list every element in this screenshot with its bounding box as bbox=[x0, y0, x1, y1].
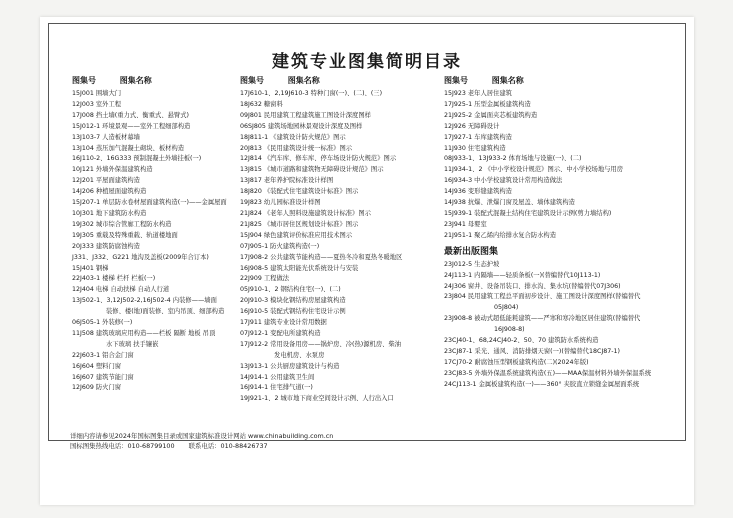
column-2 bbox=[240, 75, 450, 405]
list-item: 21J951-1 聚乙烯内给排水复合防水构造 bbox=[444, 231, 557, 239]
list-item: 19J823 幼儿园标准设计样图 bbox=[240, 199, 321, 207]
list-item: 20J910-3 模块化钢结构房屋建筑构造 bbox=[240, 297, 346, 305]
list-item: 14J938 抗爆、泄爆门窗及屋盖、墙体建筑构造 bbox=[444, 199, 575, 207]
list-item: 23J908-8 被动式超低能耗建筑——严寒和寒冷地区居住建筑(替编替代 bbox=[444, 315, 641, 323]
list-item: 装修、楼(地)面装修、室内吊顶、细部构造 bbox=[106, 308, 225, 316]
list-new bbox=[444, 260, 680, 391]
column-header bbox=[240, 75, 450, 86]
list-item: 15J401 钢梯 bbox=[72, 264, 109, 272]
list-item: 18J632 糖窗料 bbox=[240, 100, 283, 108]
list-item: 09J801 民用建筑工程建筑施工图设计深度图样 bbox=[240, 111, 371, 119]
list-item: 20J813 《民用建筑设计统一标准》图示 bbox=[240, 144, 353, 152]
list-item: J331、J332、G221 地沟及盖板(2009年合订本) bbox=[72, 253, 209, 261]
list-item: 22J403-1 楼梯 栏杆 栏板(一) bbox=[72, 275, 156, 283]
list-item: 23J012-5 生态护坡 bbox=[444, 260, 500, 268]
footer bbox=[70, 431, 333, 451]
list-3 bbox=[444, 89, 680, 242]
fax-text: 联系电话：010-88426737 bbox=[188, 442, 268, 450]
list-item: 15J207-1 单层防水卷材屋面建筑构造(一)——金属屋面 bbox=[72, 199, 227, 207]
list-item: 17J911 建筑专业设计常用数据 bbox=[240, 319, 327, 327]
new-section-heading: 最新出版图集 bbox=[444, 246, 499, 257]
catalog-sheet bbox=[40, 17, 694, 505]
header-code: 图集号 bbox=[72, 76, 96, 85]
list-item: 19J921-1、2 城市地下商业空间设计示例、人行出入口 bbox=[240, 395, 394, 403]
header-code: 图集号 bbox=[240, 76, 264, 85]
list-item: 16J908-8) bbox=[494, 326, 525, 334]
list-item: 16J604 塑料门窗 bbox=[72, 362, 122, 370]
list-item: 发电机房、水泵房 bbox=[274, 351, 325, 359]
list-item: 11J930 住宅建筑构造 bbox=[444, 144, 506, 152]
list-item: 17CJ70-2 耐腐蚀压型钢板建筑构造(二)(2024年版) bbox=[444, 358, 589, 366]
list-item: 水下玻璃 扶手镶嵌 bbox=[106, 340, 159, 348]
list-item: 12J926 无障碍设计 bbox=[444, 122, 500, 130]
list-item: 13J817 老年养护院标准设计样图 bbox=[240, 177, 334, 185]
list-item: 08J933-1、13J933-2 体育场地与设施(一)、(二) bbox=[444, 155, 582, 163]
list-item: 15J001 围墙大门 bbox=[72, 90, 122, 97]
list-item: 15J904 绿色建筑评价标准应用技术图示 bbox=[240, 231, 353, 239]
list-item: 22J603-1 铝合金门窗 bbox=[72, 351, 134, 359]
list-item: 24CJ113-1 金属板建筑构造(一)——360° 夹胶直立锁缝金属屋面系统 bbox=[444, 380, 640, 388]
list-item: 21J825 《城市居住区规划设计标准》图示 bbox=[240, 220, 359, 228]
list-item: 16J607 建筑节能门窗 bbox=[72, 373, 134, 381]
list-item: 17J908-2 公共建筑节能构造——夏热冬冷和夏热冬暖地区 bbox=[240, 253, 403, 261]
list-item: 12J201 平屋面建筑构造 bbox=[72, 177, 140, 185]
header-code: 图集号 bbox=[444, 76, 468, 85]
list-item: 13J913-1 公共厨房建筑设计与构造 bbox=[240, 362, 340, 370]
list-item: 18J820 《装配式住宅建筑设计标准》图示 bbox=[240, 188, 359, 196]
list-item: 16J910-5 装配式钢结构住宅设计示例 bbox=[240, 308, 346, 316]
column-header bbox=[72, 75, 262, 86]
list-item: 23CJ87-1 采光、通风、消防排烟天窗(一)(替编替代18CJ87-1) bbox=[444, 347, 620, 355]
list-item: 23CJ83-5 外墙外保温系统建筑构造(五)——MAA保温材料外墙外保温系统 bbox=[444, 369, 652, 377]
list-item: 12J609 防火门窗 bbox=[72, 384, 122, 392]
list-item: 13J502-1、3,12J502-2,16J502-4 内装修——墙面 bbox=[72, 297, 217, 305]
list-item: 10J121 外墙外保温建筑构造 bbox=[72, 166, 153, 174]
list-item: 18J811-1 《建筑设计防火规范》图示 bbox=[240, 133, 346, 141]
footer-line: 详细内容请参见2024年国标图集目录或国家建筑标准设计网站 www.chinabuilding.com.cn bbox=[70, 432, 334, 440]
list-item: 17J925-1 压型金属板建筑构造 bbox=[444, 100, 531, 108]
list-item: 14J914-1 公用建筑卫生间 bbox=[240, 373, 315, 381]
list-item: 13J103-7 人造板材幕墙 bbox=[72, 133, 140, 141]
header-name: 图集名称 bbox=[491, 76, 524, 85]
list-item: 07J905-1 防火建筑构造(一) bbox=[240, 242, 320, 250]
list-item: 12J814 《汽车库、修车库、停车场设计防火规范》图示 bbox=[240, 155, 397, 163]
page-title: 建筑专业图集简明目录 bbox=[272, 52, 462, 72]
list-item: 11J934-1、2 《中小学校设计规范》图示、中小学校场地与用房 bbox=[444, 166, 624, 174]
list-item: 14J206 种植屋面建筑构造 bbox=[72, 188, 147, 196]
list-1 bbox=[72, 89, 262, 394]
column-1 bbox=[72, 75, 262, 394]
list-item: 22J909 工程做法 bbox=[240, 275, 290, 283]
list-item: 19J302 城市综合管廊工程防水构造 bbox=[72, 220, 172, 228]
list-item: 15J923 老年人居住建筑 bbox=[444, 90, 512, 97]
list-item: 13J104 蒸压加气混凝土砌块、板材构造 bbox=[72, 144, 185, 152]
list-item: 07J912-1 变配电所建筑构造 bbox=[240, 329, 321, 337]
list-item: 23J804 民用建筑工程总平面初步设计、施工图设计深度图样(替编替代 bbox=[444, 293, 641, 301]
list-item: 05J804) bbox=[494, 304, 519, 312]
footer-contacts bbox=[70, 441, 333, 451]
list-item: 05J910-1、2 钢结构住宅(一)、(二) bbox=[240, 286, 341, 294]
list-item: 17J610-1、2,19J610-3 特种门窗(一)、(二)、(三) bbox=[240, 90, 383, 97]
column-header bbox=[444, 75, 680, 86]
list-item: 19J305 重载及特殊重载、轨道楼地面 bbox=[72, 231, 178, 239]
list-item: 11J508 建筑玻璃应用构造——栏板 隔断 地板 吊顶 bbox=[72, 329, 216, 337]
list-item: 16J914-1 住宅排气道(一) bbox=[240, 384, 313, 392]
column-3 bbox=[444, 75, 680, 391]
list-item: 13J815 《城市道路和建筑物无障碍设计规范》图示 bbox=[240, 166, 384, 174]
list-item: 16J934-3 中小学校建筑设计常用构造做法 bbox=[444, 177, 563, 185]
list-item: 21J824 《老年人照料设施建筑设计标准》图示 bbox=[240, 209, 371, 217]
list-item: 20J333 建筑防腐蚀构造 bbox=[72, 242, 140, 250]
list-item: 15J939-1 装配式混凝土结构住宅建筑设计示例(剪力墙结构) bbox=[444, 209, 612, 217]
header-name: 图集名称 bbox=[287, 76, 320, 85]
list-item: 17J008 挡土墙(重力式、衡重式、悬臂式) bbox=[72, 111, 189, 119]
list-item: 16J110-2、16G333 预制混凝土外墙挂板(一) bbox=[72, 155, 202, 163]
list-item: 12J404 电梯 自动扶梯 自动人行道 bbox=[72, 286, 170, 294]
list-item: 10J301 地下建筑防水构造 bbox=[72, 209, 147, 217]
list-item: 17J927-1 车库建筑构造 bbox=[444, 133, 512, 141]
list-item: 06SJ805 建筑场地园林景观设计深度及图样 bbox=[240, 122, 363, 130]
list-item: 23J941 母婴室 bbox=[444, 220, 487, 228]
list-item: 24J306 窗井、设备吊装口、排水沟、集水坑(替编替代07J306) bbox=[444, 282, 621, 290]
list-item: 06J505-1 外装修(一) bbox=[72, 319, 133, 327]
list-item: 12J003 室外工程 bbox=[72, 100, 122, 108]
list-item: 21J925-2 金属面夹芯板建筑构造 bbox=[444, 111, 538, 119]
list-item: 23CJ40-1、68,24CJ40-2、50、70 建筑防水系统构造 bbox=[444, 337, 599, 345]
list-item: 15J012-1 环境景观——室外工程细部构造 bbox=[72, 122, 191, 130]
list-item: 24J113-1 内隔墙——轻质条板(一)(替编替代10J113-1) bbox=[444, 271, 601, 279]
hotline-text: 国标图集热线电话：010-68799100 bbox=[70, 442, 175, 450]
list-item: 14J936 变形缝建筑构造 bbox=[444, 188, 512, 196]
header-name: 图集名称 bbox=[119, 76, 152, 85]
list-item: 17J912-2 常用设备用房——锅炉房、冷(热)源机房、柴油 bbox=[240, 340, 402, 348]
list-item: 16J908-5 建筑太阳能光伏系统设计与安装 bbox=[240, 264, 359, 272]
list-2 bbox=[240, 89, 450, 405]
